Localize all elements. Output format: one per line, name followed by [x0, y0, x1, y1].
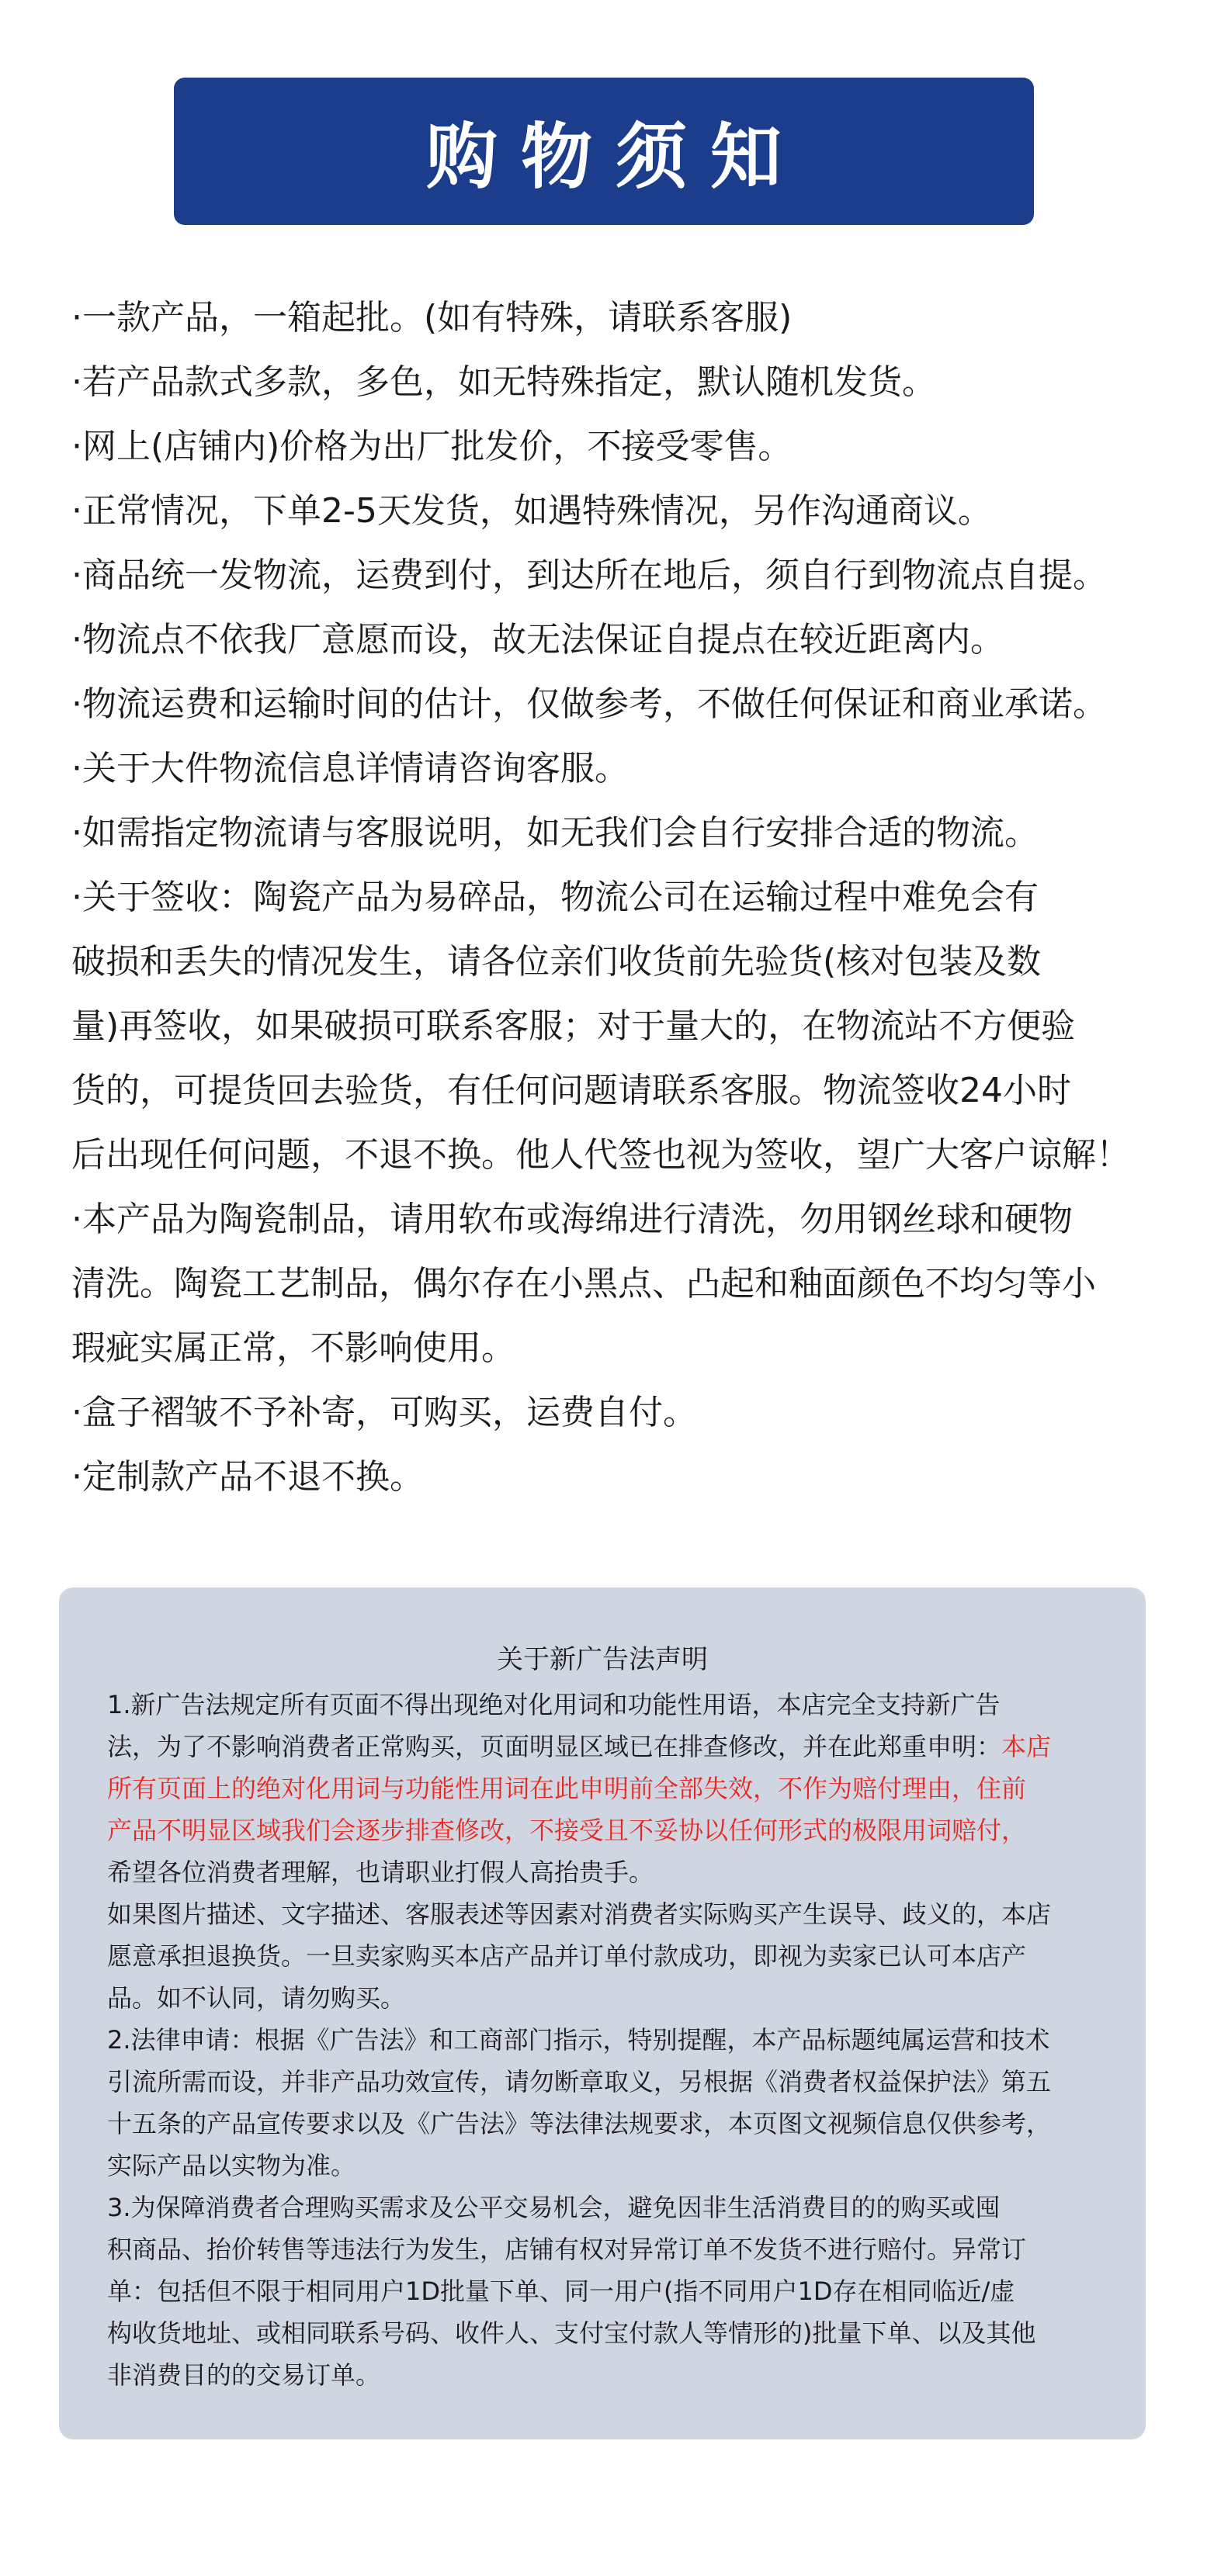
- statement-paragraph-3: 2.法律申请：根据《广告法》和工商部门指示，特别提醒，本产品标题纯属运营和技术 引流所需而设，并非产品功效宣传，请勿断章取义，另根据《消费者权益保护法》第五 十五条的产品宣传要求以及《广告法》等法律法规要求，本页图文视频信息仅供参考， 实际产品以实物为准。: [107, 2025, 1052, 2180]
- notice-item: ·盒子褶皱不予补寄，可购买，运费自付。: [71, 1393, 697, 1432]
- title-banner: [174, 78, 1034, 225]
- shopping-notice-list: [71, 286, 1174, 1509]
- notice-item: ·若产品款式多款，多色，如无特殊指定，默认随机发货。: [71, 362, 936, 402]
- statement-paragraph-1: [107, 1684, 1105, 1893]
- notice-item: ·物流运费和运输时间的估计，仅做参考，不做任何保证和商业承诺。: [71, 684, 1107, 724]
- statement-paragraph-4: 3.为保障消费者合理购买需求及公平交易机会，避免因非生活消费目的的购买或囤 积商品、抬价转售等违法行为发生，店铺有权对异常订单不发货不进行赔付。异常订 单：包括但不限于相同用户1D批量下单、同一用户(指不同用户1D存在相同临近/虚 构收货地址、或相同联系号码、收件人、支付宝付款人等情形的)批量下单、以及其他 非消费目的的交易订单。: [107, 2193, 1036, 2390]
- notice-item-signing: ·关于签收：陶瓷产品为易碎品，物流公司在运输过程中难免会有 破损和丢失的情况发生，请各位亲们收货前先验货(核对包装及数 量)再签收，如果破损可联系客服；对于量大的，在物流站不方便验 货的，可提货回去验货，有任何问题请联系客服。物流签收24小时 后出现任何问题，不退不换。他人代签也视为签收，望广大客户谅解！: [71, 878, 1130, 1175]
- notice-item: ·如需指定物流请与客服说明，如无我们会自行安排合适的物流。: [71, 813, 1039, 853]
- notice-item: ·商品统一发物流，运费到付，到达所在地后，须自行到物流点自提。: [71, 556, 1107, 595]
- notice-item: ·物流点不依我厂意愿而设，故无法保证自提点在较近距离内。: [71, 620, 1004, 660]
- statement-warning-text: 本店 所有页面上的绝对化用词与功能性用词在此申明前全部失效，不作为赔付理由，住前 产品不明显区域我们会逐步排查修改，不接受且不妥协以任何形式的极限用词赔付，: [107, 1732, 1052, 1845]
- ad-law-statement-box: [59, 1587, 1146, 2439]
- notice-item: ·一款产品，一箱起批。(如有特殊，请联系客服): [71, 298, 793, 338]
- notice-item: ·正常情况，下单2-5天发货，如遇特殊情况，另作沟通商议。: [71, 491, 992, 531]
- statement-text: 1.新广告法规定所有页面不得出现绝对化用词和功能性用语，本店完全支持新广告 法，为了不影响消费者正常购买，页面明显区域已在排查修改，并在此郑重申明：: [107, 1690, 1002, 1761]
- statement-text: 希望各位消费者理解，也请职业打假人高抬贵手。: [107, 1858, 654, 1887]
- notice-item-cleaning: ·本产品为陶瓷制品，请用软布或海绵进行清洗，勿用钢丝球和硬物 清洗。陶瓷工艺制品，偶尔存在小黑点、凸起和釉面颜色不均匀等小 瑕疵实属正常，不影响使用。: [71, 1200, 1096, 1368]
- notice-item: ·网上(店铺内)价格为出厂批发价，不接受零售。: [71, 427, 793, 466]
- notice-item: ·定制款产品不退不换。: [71, 1457, 424, 1497]
- notice-item: ·关于大件物流信息详情请咨询客服。: [71, 749, 629, 788]
- statement-title: 关于新广告法声明: [497, 1644, 708, 1675]
- page-title: 购物须知: [425, 116, 805, 199]
- statement-paragraph-2: 如果图片描述、文字描述、客服表述等因素对消费者实际购买产生误导、歧义的，本店 愿意承担退换货。一旦卖家购买本店产品并订单付款成功，即视为卖家已认可本店产 品。如不认同，请勿购买。: [107, 1899, 1052, 2013]
